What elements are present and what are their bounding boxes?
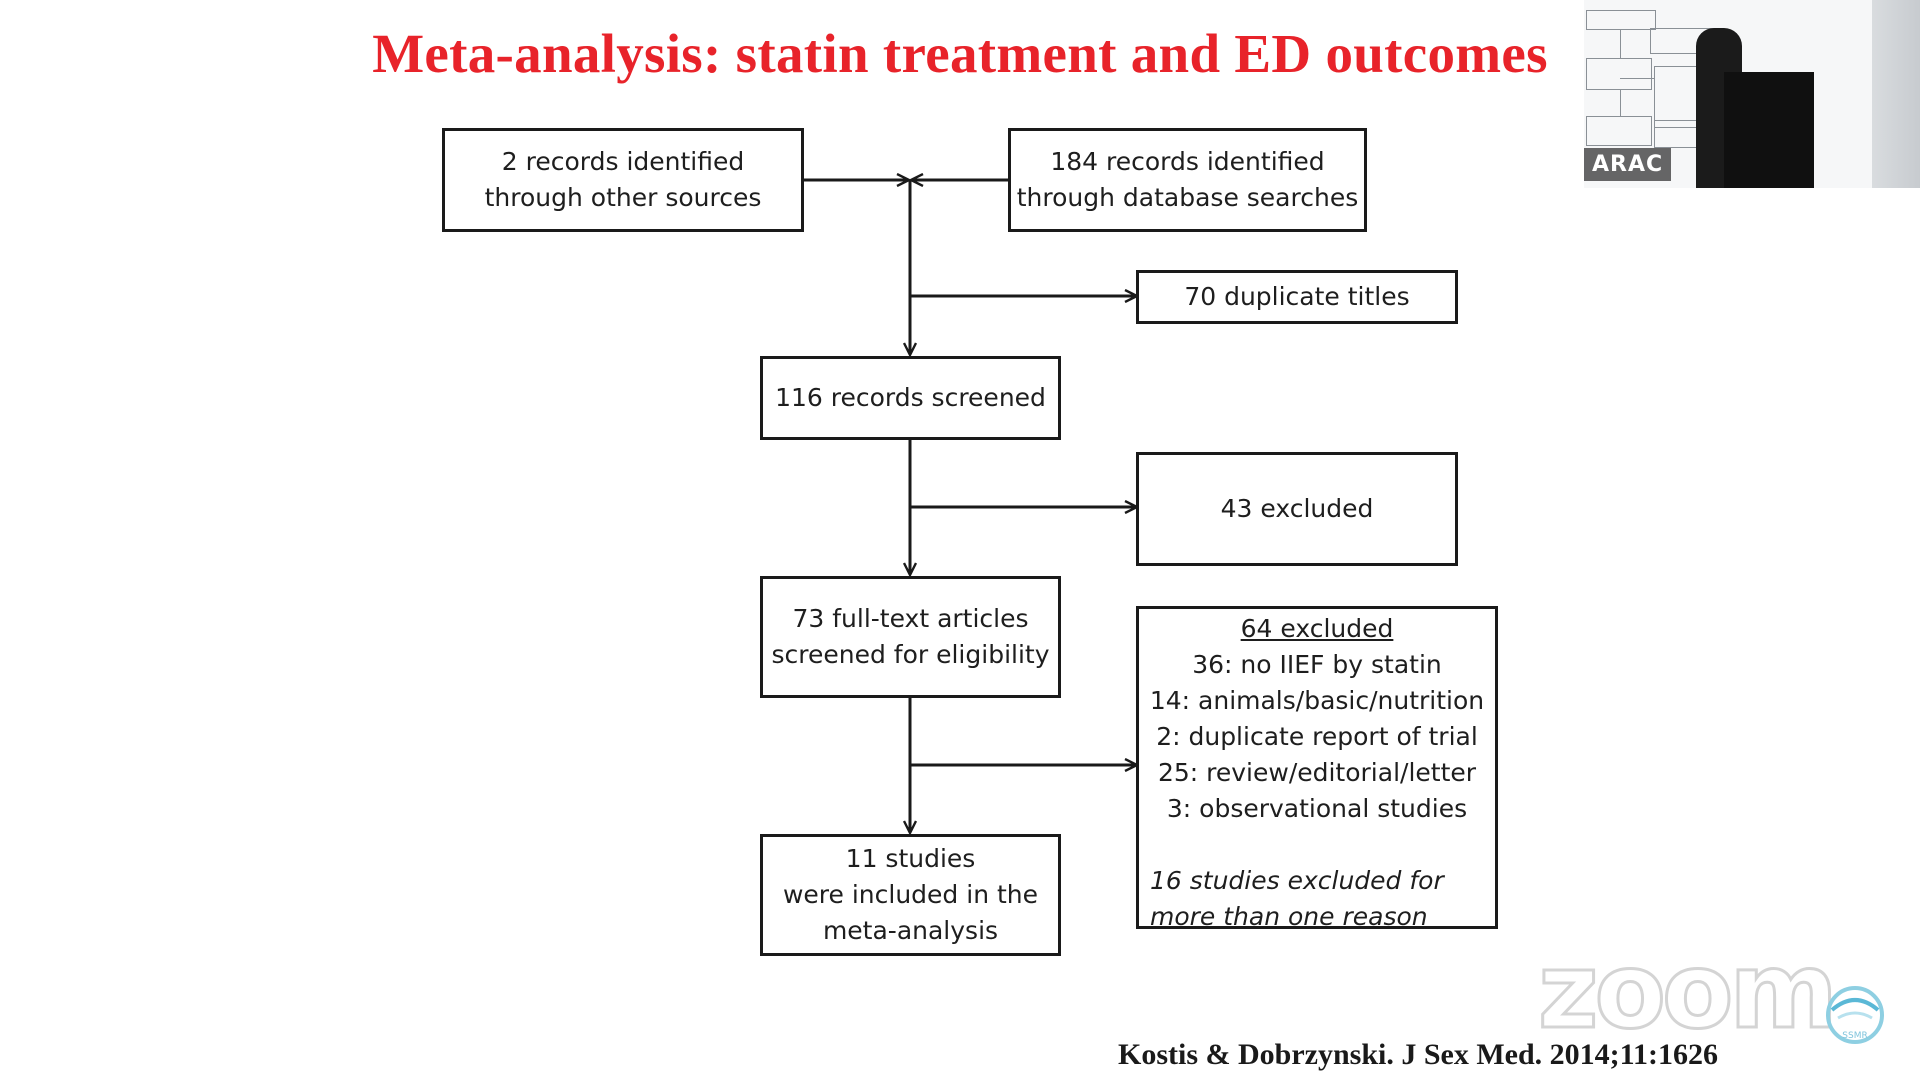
ssmr-logo-icon	[1824, 984, 1886, 1046]
other-sources-box	[442, 128, 804, 232]
zoom-watermark-logo: zoom	[1538, 930, 1834, 1052]
podium	[1724, 72, 1814, 188]
exclusion-reason: 25: review/editorial/letter	[1157, 758, 1477, 787]
exclusion-reason: 36: no IIEF by statin	[1192, 650, 1442, 679]
box-line: screened for eligibility	[771, 640, 1050, 669]
slide-title: Meta-analysis: statin treatment and ED outcomes	[372, 23, 1548, 84]
included-studies-box	[760, 834, 1061, 956]
box-line: were included in the	[782, 880, 1039, 909]
mini-box	[1586, 10, 1656, 30]
room-wall	[1872, 0, 1920, 188]
database-search-box	[1008, 128, 1367, 232]
mini-box	[1586, 58, 1652, 90]
box-line: 70 duplicate titles	[1184, 282, 1410, 311]
records-screened-box	[760, 356, 1061, 440]
box-line: meta-analysis	[822, 916, 999, 945]
excluded-64-box	[1136, 606, 1498, 929]
mini-connector	[1620, 30, 1621, 58]
participant-video-thumbnail[interactable]	[1584, 0, 1920, 188]
box-line: through other sources	[484, 183, 762, 212]
box-line: 43 excluded	[1220, 494, 1374, 523]
spacer	[1139, 827, 1495, 863]
box-line: 11 studies	[845, 844, 976, 873]
mini-box	[1586, 116, 1652, 146]
box-line: 73 full-text articles	[792, 604, 1029, 633]
box-line: 184 records identified	[1050, 147, 1325, 176]
ssmr-logo-text: SSMR	[1842, 1031, 1868, 1041]
mini-connector	[1620, 90, 1621, 116]
exclusion-reason: 14: animals/basic/nutrition	[1149, 686, 1485, 715]
excluded-43-box	[1136, 452, 1458, 566]
exclusion-reason: 3: observational studies	[1166, 794, 1468, 823]
mini-connector	[1620, 78, 1654, 79]
box-line: through database searches	[1016, 183, 1359, 212]
exclusion-reason: 2: duplicate report of trial	[1156, 722, 1478, 751]
exclusion-note: 16 studies excluded for	[1150, 866, 1444, 895]
box-line: 116 records screened	[775, 383, 1046, 412]
participant-name-label: ARAC	[1584, 148, 1671, 181]
exclusion-note: more than one reason	[1150, 902, 1428, 931]
box-line: 2 records identified	[501, 147, 745, 176]
duplicates-box	[1136, 270, 1458, 324]
excluded-64-heading: 64 excluded	[1240, 614, 1394, 643]
fulltext-screened-box	[760, 576, 1061, 698]
slide-citation: Kostis & Dobrzynski. J Sex Med. 2014;11:1626	[1118, 1038, 1718, 1071]
